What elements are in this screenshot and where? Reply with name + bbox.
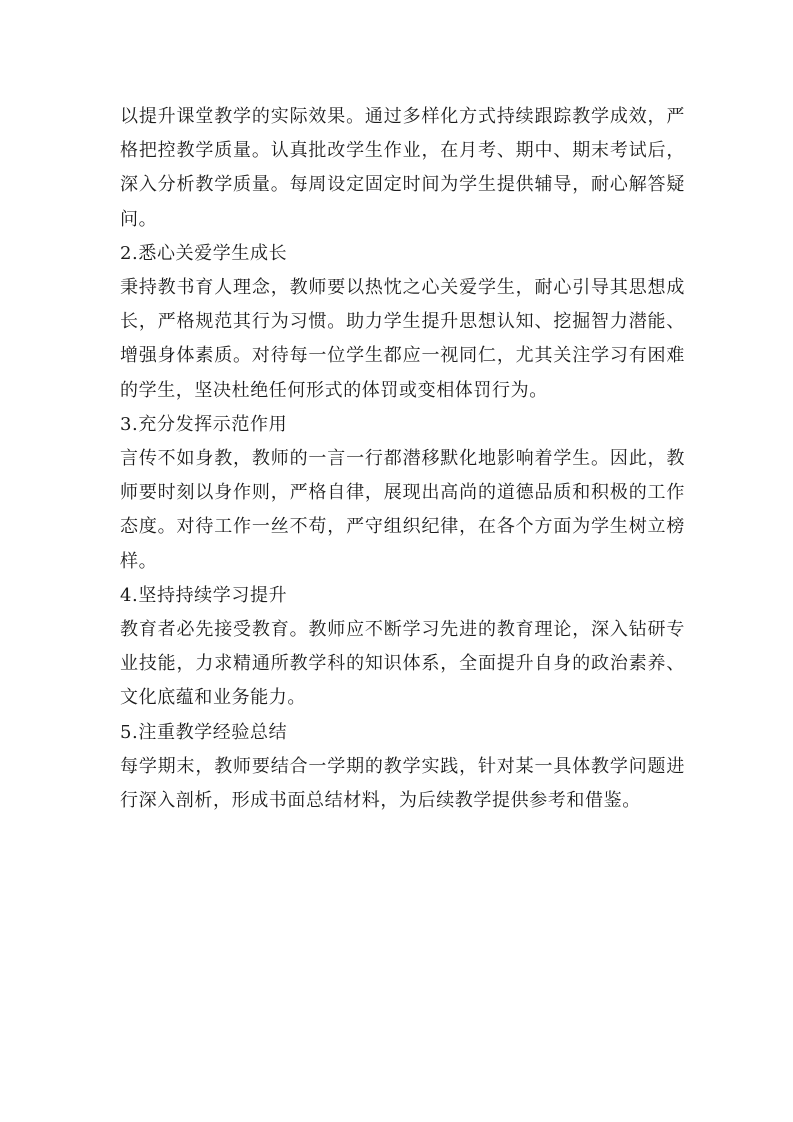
heading-experience-summary: 5.注重教学经验总结 (120, 721, 288, 743)
document-body (120, 100, 685, 818)
heading-role-model: 3.充分发挥示范作用 (120, 413, 288, 435)
paragraph-role-model: 言传不如身教，教师的一言一行都潜移默化地影响着学生。因此，教师要时刻以身作则，严格自律，展现出高尚的道德品质和积极的工作态度。对待工作一丝不苟，严守组织纪律，在各个方面为学生树立榜样。 (120, 448, 685, 572)
paragraph-care-students: 秉持教书育人理念，教师要以热忱之心关爱学生，耐心引导其思想成长，严格规范其行为习惯。助力学生提升思想认知、挖掘智力潜能、增强身体素质。对待每一位学生都应一视同仁，尤其关注学习有困难的学生，坚决杜绝任何形式的体罚或变相体罚行为。 (120, 277, 685, 401)
heading-continuous-learning: 4.坚持持续学习提升 (120, 584, 288, 606)
paragraph-teaching-effect: 以提升课堂教学的实际效果。通过多样化方式持续跟踪教学成效，严格把控教学质量。认真批改学生作业，在月考、期中、期末考试后，深入分析教学质量。每周设定固定时间为学生提供辅导，耐心解答疑问。 (120, 106, 685, 230)
paragraph-experience-summary: 每学期末，教师要结合一学期的教学实践，针对某一具体教学问题进行深入剖析，形成书面总结材料，为后续教学提供参考和借鉴。 (120, 755, 685, 812)
paragraph-continuous-learning: 教育者必先接受教育。教师应不断学习先进的教育理论，深入钻研专业技能，力求精通所教学科的知识体系，全面提升自身的政治素养、文化底蕴和业务能力。 (120, 619, 685, 709)
heading-care-students: 2.悉心关爱学生成长 (120, 242, 288, 264)
